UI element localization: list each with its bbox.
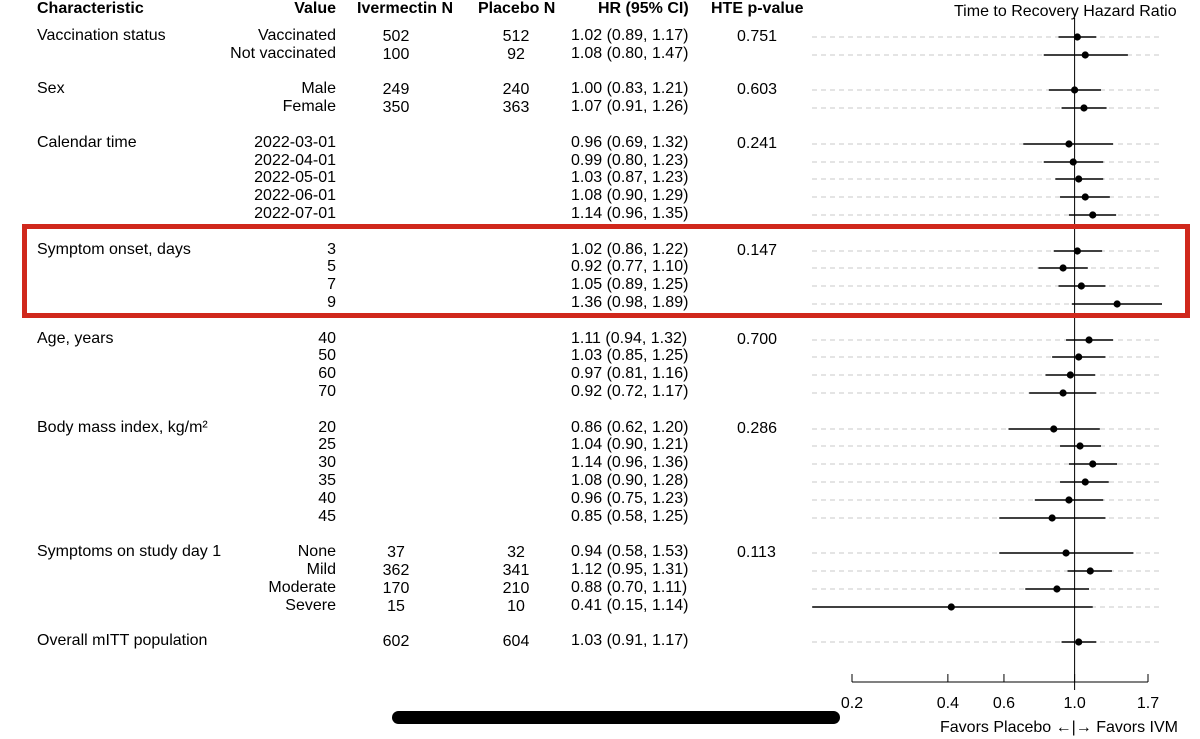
row-value: 25 [318, 436, 336, 454]
hte-p-value: 0.700 [737, 330, 778, 348]
hr-ci-text: 0.96 (0.75, 1.23) [571, 489, 689, 507]
chart-title: Time to Recovery Hazard Ratio [954, 3, 1177, 20]
header-placebo-n: Placebo N [478, 0, 556, 17]
placebo-n: 210 [502, 579, 530, 597]
ivermectin-n: 170 [382, 579, 410, 597]
hr-ci-text: 1.03 (0.91, 1.17) [571, 632, 689, 650]
placebo-n: 512 [502, 28, 530, 45]
row-value: 3 [327, 240, 336, 258]
hr-point [1071, 86, 1078, 93]
row-value: 2022-06-01 [254, 187, 336, 205]
hr-point [1082, 478, 1089, 485]
group-label: Vaccination status [37, 27, 166, 44]
hr-ci-text: 1.14 (0.96, 1.36) [571, 454, 689, 472]
row-value: 40 [318, 329, 336, 347]
hr-point [1067, 371, 1074, 378]
hr-ci-text: 1.02 (0.89, 1.17) [571, 27, 689, 44]
hr-point [1070, 158, 1077, 165]
placebo-n: 10 [507, 597, 525, 615]
hr-ci-text: 1.08 (0.90, 1.29) [571, 187, 689, 205]
hr-ci-text: 1.03 (0.85, 1.25) [571, 347, 689, 365]
ivermectin-n: 100 [382, 45, 410, 63]
row-value: Moderate [268, 578, 336, 596]
hr-ci-text: 0.85 (0.58, 1.25) [571, 507, 689, 525]
row-value: 35 [318, 472, 336, 489]
ivermectin-n: 362 [382, 562, 410, 579]
row-value: 5 [327, 258, 336, 276]
group-label: Symptoms on study day 1 [37, 543, 222, 561]
hr-point [1050, 425, 1057, 432]
hr-ci-text: 0.97 (0.81, 1.16) [571, 365, 689, 383]
x-tick-label: 0.4 [936, 695, 959, 712]
hr-point [1089, 211, 1096, 218]
hte-p-value: 0.603 [737, 81, 778, 99]
hr-point [1074, 33, 1081, 40]
group-label: Overall mITT population [37, 632, 208, 650]
hr-ci-text: 1.00 (0.83, 1.21) [571, 80, 689, 98]
hr-ci-text: 0.86 (0.62, 1.20) [571, 418, 689, 436]
header-value: Value [294, 0, 336, 17]
hr-point [1075, 353, 1082, 360]
x-tick-label: 0.2 [840, 695, 864, 712]
ivermectin-n: 602 [382, 633, 410, 651]
hr-ci-text: 0.41 (0.15, 1.14) [571, 596, 689, 614]
row-value: Severe [285, 596, 336, 614]
ivermectin-n: 37 [387, 544, 405, 562]
hr-ci-text: 0.92 (0.72, 1.17) [571, 383, 689, 400]
group-label: Sex [37, 80, 65, 98]
row-value: 2022-05-01 [254, 169, 336, 187]
row-value: None [297, 543, 336, 561]
hte-p-value: 0.113 [737, 544, 776, 562]
hr-point [1087, 567, 1094, 574]
hr-point [1085, 336, 1092, 343]
redaction-bar [392, 711, 840, 724]
ivermectin-n: 502 [382, 28, 410, 45]
row-value: 45 [318, 507, 336, 525]
hr-point [1053, 585, 1060, 592]
hr-ci-text: 1.14 (0.96, 1.35) [571, 205, 689, 222]
hr-point [948, 603, 955, 610]
row-value: Not vaccinated [230, 44, 336, 62]
hr-ci-text: 1.08 (0.80, 1.47) [571, 44, 689, 62]
hr-ci-text: 1.11 (0.94, 1.32) [571, 329, 688, 347]
hr-ci-text: 1.04 (0.90, 1.21) [571, 436, 689, 454]
hte-p-value: 0.751 [737, 28, 778, 45]
group-label: Calendar time [37, 133, 137, 151]
row-value: 50 [318, 347, 336, 365]
row-value: Vaccinated [258, 27, 336, 44]
hr-ci-text: 1.08 (0.90, 1.28) [571, 472, 689, 489]
hr-ci-text: 0.94 (0.58, 1.53) [571, 543, 689, 561]
row-value: 2022-03-01 [254, 133, 336, 151]
hr-ci-text: 0.99 (0.80, 1.23) [571, 151, 689, 169]
ivermectin-n: 350 [382, 99, 410, 117]
hr-point [1076, 442, 1083, 449]
placebo-n: 363 [502, 99, 530, 117]
ivermectin-n: 15 [387, 597, 405, 615]
group-label: Symptom onset, days [37, 240, 191, 258]
header-hte-p: HTE p-value [711, 0, 804, 17]
group-label: Body mass index, kg/m² [37, 418, 208, 436]
placebo-n: 240 [502, 81, 530, 99]
row-value: 20 [318, 418, 336, 436]
hte-p-value: 0.147 [737, 241, 778, 259]
hr-point [1089, 460, 1096, 467]
row-value: 7 [327, 276, 336, 294]
hr-ci-text: 0.96 (0.69, 1.32) [571, 133, 689, 151]
header-characteristic: Characteristic [37, 0, 144, 17]
hr-point [1075, 638, 1082, 645]
highlight-box [22, 224, 1190, 318]
hr-point [1049, 514, 1056, 521]
hr-ci-text: 1.36 (0.98, 1.89) [571, 294, 689, 311]
row-value: Mild [306, 561, 336, 578]
hr-ci-text: 1.03 (0.87, 1.23) [571, 169, 689, 187]
row-value: 2022-07-01 [254, 205, 336, 222]
hr-point [1082, 51, 1089, 58]
x-tick-label: 0.6 [992, 695, 1016, 712]
x-axis-label: Favors Placebo ←|→ Favors IVM [940, 719, 1178, 736]
placebo-n: 604 [502, 633, 530, 651]
row-value: Female [282, 98, 336, 116]
row-value: 70 [318, 383, 336, 400]
hr-ci-text: 1.05 (0.89, 1.25) [571, 276, 689, 294]
placebo-n: 32 [507, 544, 525, 562]
row-value: 2022-04-01 [254, 151, 336, 169]
hr-ci-text: 1.07 (0.91, 1.26) [571, 98, 689, 116]
hr-ci-text: 1.02 (0.86, 1.22) [571, 240, 689, 258]
hr-point [1082, 193, 1089, 200]
group-label: Age, years [37, 329, 114, 347]
hr-ci-text: 1.12 (0.95, 1.31) [571, 561, 689, 578]
row-value: 9 [327, 294, 336, 311]
hr-point [1059, 389, 1066, 396]
hte-p-value: 0.286 [737, 419, 778, 437]
hr-ci-text: 0.92 (0.77, 1.10) [571, 258, 689, 276]
x-tick-label: 1.0 [1063, 695, 1086, 712]
placebo-n: 341 [502, 562, 530, 579]
hr-point [1075, 175, 1082, 182]
header-ivermectin-n: Ivermectin N [357, 0, 454, 17]
hr-point [1080, 104, 1087, 111]
header-hr-ci: HR (95% CI) [598, 0, 689, 17]
hte-p-value: 0.241 [737, 134, 778, 152]
hr-point [1065, 140, 1072, 147]
x-tick-label: 1.7 [1136, 695, 1160, 712]
placebo-n: 92 [507, 45, 525, 63]
row-value: Male [301, 80, 336, 98]
hr-point [1062, 549, 1069, 556]
row-value: 30 [318, 454, 336, 472]
hr-ci-text: 0.88 (0.70, 1.11) [571, 578, 688, 596]
row-value: 40 [318, 489, 336, 507]
row-value: 60 [318, 365, 336, 383]
ivermectin-n: 249 [382, 81, 410, 99]
hr-point [1065, 496, 1072, 503]
